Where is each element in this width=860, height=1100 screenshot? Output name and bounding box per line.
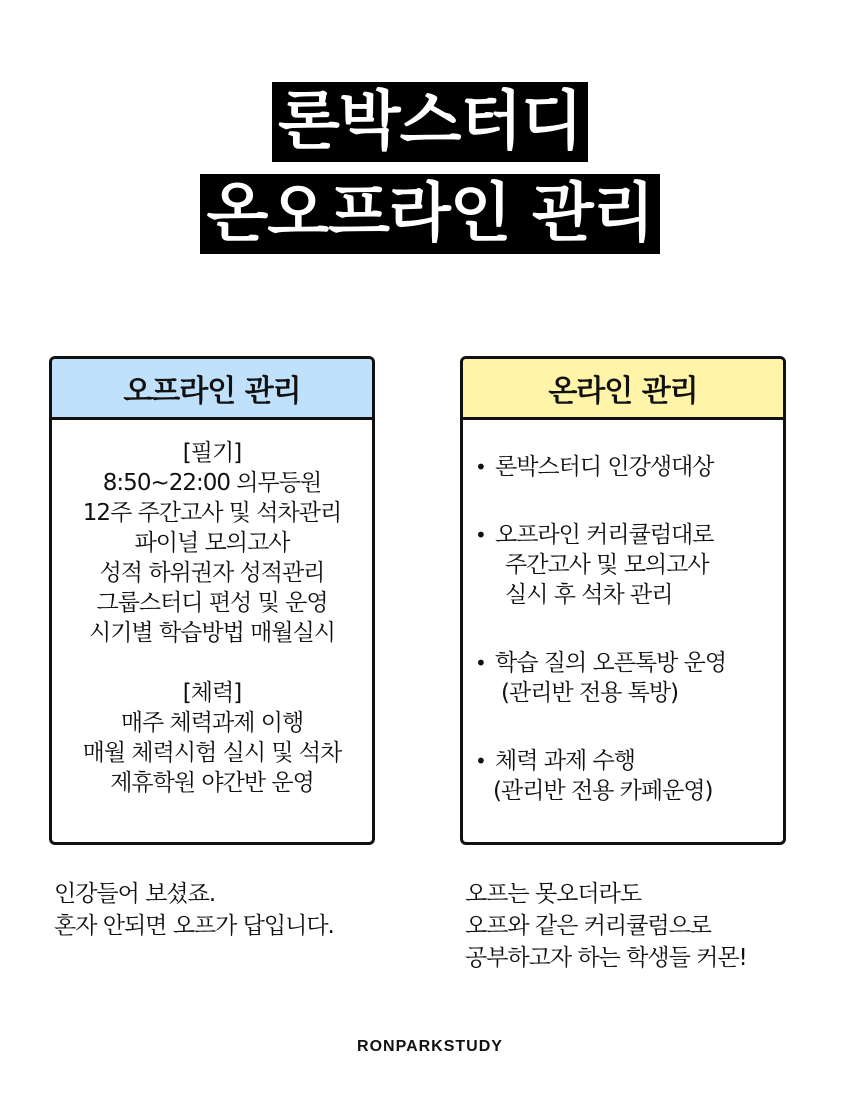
offline-caption (54, 878, 334, 942)
online-item-line: 오프라인 커리큘럼대로 (495, 522, 714, 548)
bullet-icon: • (475, 651, 486, 675)
online-item-line: 실시 후 석차 관리 (505, 582, 673, 608)
fitness-line: 매월 체력시험 실시 및 석차 (82, 740, 342, 766)
writing-line: 그룹스터디 편성 및 운영 (96, 590, 328, 616)
writing-line: 성적 하위권자 성적관리 (99, 560, 325, 586)
online-item (475, 648, 783, 708)
writing-line: 8:50~22:00 의무등원 (102, 470, 322, 496)
online-management-card (460, 356, 786, 845)
online-item-line: 체력 과제 수행 (495, 748, 635, 774)
writing-line: 12주 주간고사 및 석차관리 (82, 500, 342, 526)
offline-card-body (52, 420, 372, 798)
online-item-line: 주간고사 및 모의고사 (505, 552, 709, 578)
online-item-line: 학습 질의 오픈톡방 운영 (495, 650, 727, 676)
offline-management-card (49, 356, 375, 845)
online-item (475, 746, 783, 806)
writing-line: 파이널 모의고사 (134, 530, 290, 556)
bullet-icon: • (475, 455, 486, 479)
online-item (475, 520, 783, 610)
online-item-line: 론박스터디 인강생대상 (495, 454, 714, 480)
writing-section (52, 438, 372, 648)
bullet-icon: • (475, 523, 486, 547)
fitness-line: 매주 체력과제 이행 (120, 710, 304, 736)
caption-line: 오프와 같은 커리큘럼으로 (465, 913, 712, 939)
fitness-section (52, 678, 372, 798)
title-line-2: 온오프라인 관리 (200, 174, 659, 254)
writing-line: 시기별 학습방법 매월실시 (88, 620, 336, 646)
online-card-header: 온라인 관리 (463, 359, 783, 420)
online-item-line: (관리반 전용 톡방) (501, 680, 679, 706)
caption-line: 혼자 안되면 오프가 답입니다. (54, 913, 334, 939)
offline-card-header: 오프라인 관리 (52, 359, 372, 420)
title-line-1: 론박스터디 (272, 82, 588, 162)
caption-line: 오프는 못오더라도 (465, 881, 642, 907)
footer-brand: RONPARKSTUDY (357, 1038, 503, 1055)
page-title (0, 82, 860, 254)
caption-line: 인강들어 보셨죠. (54, 881, 216, 907)
writing-heading: [필기] (182, 440, 242, 466)
fitness-heading: [체력] (182, 680, 242, 706)
fitness-line: 제휴학원 야간반 운영 (110, 770, 314, 796)
online-item-line: (관리반 전용 카페운영) (493, 778, 713, 804)
bullet-icon: • (475, 749, 486, 773)
online-caption (465, 878, 747, 974)
caption-line: 공부하고자 하는 학생들 커몬! (465, 945, 747, 971)
online-item (475, 452, 783, 482)
online-card-body (463, 420, 783, 806)
